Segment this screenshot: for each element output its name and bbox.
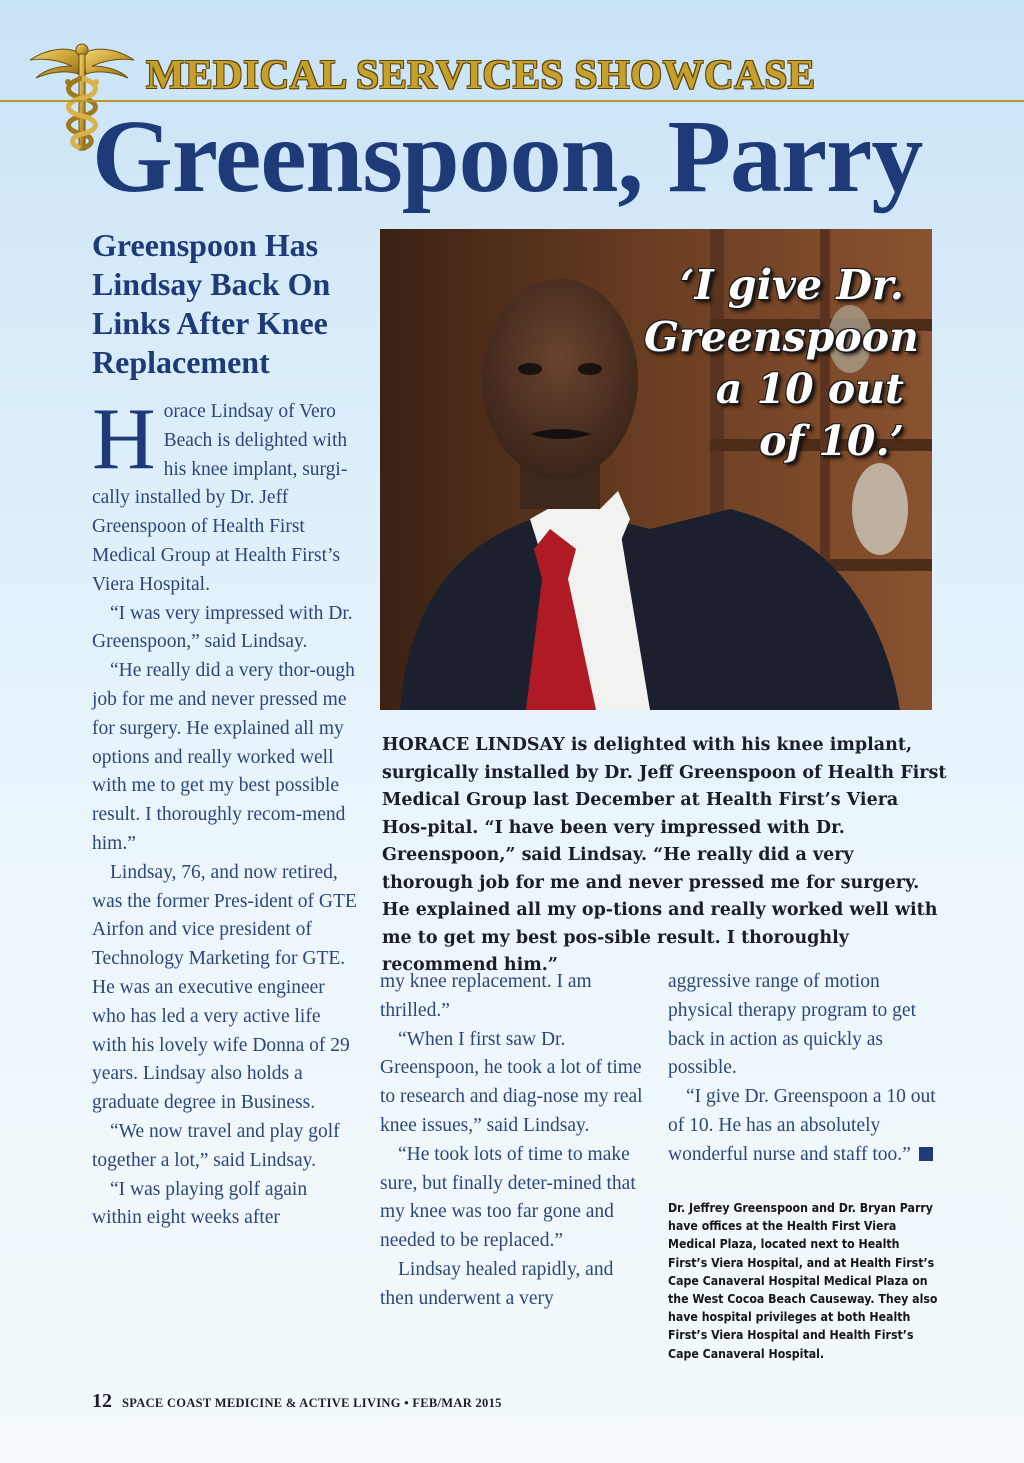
body-paragraph: “I was playing golf again within eight weeks after bbox=[92, 1178, 308, 1229]
body-paragraph: my knee replacement. I am thrilled.” bbox=[380, 971, 592, 1021]
pull-quote-line: ‘I give Dr. bbox=[680, 261, 904, 309]
body-paragraph: Lindsay, 76, and now retired, was the former Pres-ident of GTE Airfon and vice president of Technology Marketing for GTE. He was an executive engineer who has led a very active life with his lovely wife Donna of 29 years. Lindsay also holds a graduate degree in Business. bbox=[92, 861, 357, 1114]
portrait-photo bbox=[380, 229, 932, 710]
pull-quote bbox=[644, 259, 919, 467]
paragraph-text: “I give Dr. Greenspoon a 10 out of 10. He has an absolutely wonderful nurse and staff too.” bbox=[668, 1086, 936, 1165]
article-subhead: Greenspoon Has Lindsay Back On Links After Knee Replacement bbox=[92, 227, 331, 380]
drop-cap: H bbox=[92, 391, 156, 488]
body-column-2 bbox=[380, 968, 648, 1314]
body-column-3 bbox=[668, 968, 936, 1170]
body-paragraph bbox=[668, 1083, 936, 1169]
body-column-1 bbox=[92, 391, 360, 1233]
body-paragraph: “He took lots of time to make sure, but finally deter-mined that my knee was too far gone and needed to be replaced.” bbox=[380, 1143, 636, 1252]
body-paragraph: “We now travel and play golf together a lot,” said Lindsay. bbox=[92, 1120, 340, 1171]
body-paragraph: “When I first saw Dr. Greenspoon, he took a lot of time to research and diag-nose my real knee issues,” said Lindsay. bbox=[380, 1028, 643, 1136]
publication-info: SPACE COAST MEDICINE & ACTIVE LIVING • FEB/MAR 2015 bbox=[122, 1396, 502, 1410]
pull-quote-line: of 10.’ bbox=[759, 417, 904, 465]
page-number: 12 bbox=[92, 1390, 112, 1412]
end-square-icon bbox=[919, 1147, 933, 1161]
bio-note: Dr. Jeffrey Greenspoon and Dr. Bryan Parry have offices at the Health First Viera Medical Plaza, located next to Health First’s Viera Hospital, and at Health First’s Cape Canaveral Hospital Medical Plaza on the West Cocoa Beach Causeway. They also have hospital privileges at both Health First’s Viera Hospital and Health First’s Cape Canaveral Hospital. bbox=[668, 1200, 938, 1361]
body-paragraph: aggressive range of motion physical therapy program to get back in action as quickly as possible. bbox=[668, 971, 917, 1079]
paragraph-text: orace Lindsay of Vero Beach is delighted with his knee implant, surgi-cally installed by Dr. Jeff Greenspoon of Health First Medical Group at Health First’s Viera Hospital. bbox=[92, 401, 348, 595]
body-paragraph: “I was very impressed with Dr. Greenspoon,” said Lindsay. bbox=[92, 602, 353, 653]
pull-quote-line: Greenspoon bbox=[644, 313, 919, 361]
photo-caption: HORACE LINDSAY is delighted with his knee implant, surgically installed by Dr. Jeff Greenspoon of Health First Medical Group last December at Health First’s Viera Hos-pital. “I have been very impressed with Dr. Greenspoon,” said Lindsay. “He really did a very thorough job for me and never pressed me for surgery. He explained all my op-tions and really worked well with me to get my best pos-sible result. I thoroughly recommend him.” bbox=[382, 735, 947, 975]
page-footer bbox=[92, 1390, 692, 1413]
section-label: MEDICAL SERVICES SHOWCASE bbox=[146, 51, 816, 97]
body-paragraph bbox=[92, 391, 360, 600]
pull-quote-line: a 10 out bbox=[715, 365, 904, 413]
body-paragraph: “He really did a very thor-ough job for me and never pressed me for surgery. He explained all my options and really worked well with me to get my best possible result. I thoroughly recom-mend him.” bbox=[92, 660, 355, 854]
headline: Greenspoon, Parry bbox=[92, 99, 923, 214]
body-paragraph: Lindsay healed rapidly, and then underwent a very bbox=[380, 1258, 614, 1309]
